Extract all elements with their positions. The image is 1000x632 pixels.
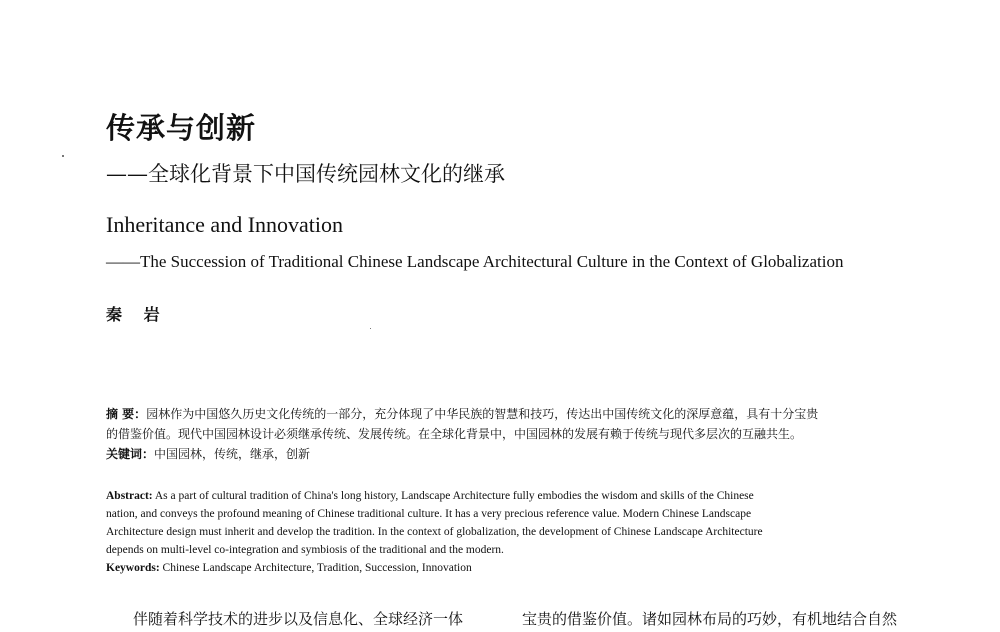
abstract-en-text-1: As a part of cultural tradition of China's long history, Landscape Architecture fully embodies the wisdom and skills of the Chinese	[154, 490, 754, 502]
article-subtitle-cn: ——全球化背景下中国传统园林文化的继承	[106, 162, 505, 186]
abstract-cn-line-1	[106, 404, 896, 424]
scan-speck	[62, 155, 64, 157]
keywords-cn-text: 中国园林，传统，继承，创新	[154, 447, 311, 461]
abstract-cn-label: 摘 要：	[106, 407, 147, 421]
abstract-cn-text-1: 园林作为中国悠久历史文化传统的一部分，充分体现了中华民族的智慧和技巧，传达出中国传统文化的深厚意蕴，具有十分宝贵	[146, 407, 819, 421]
keywords-cn-label: 关键词：	[106, 447, 155, 461]
keywords-en-label: Keywords:	[106, 562, 160, 574]
author-name: 秦 岩	[106, 305, 168, 324]
article-title-en: Inheritance and Innovation	[106, 212, 344, 237]
abstract-en-label: Abstract:	[106, 490, 153, 502]
abstract-en-block	[106, 487, 896, 577]
body-text-left: 伴随着科学技术的进步以及信息化、全球经济一体	[133, 610, 464, 628]
abstract-en-line-1	[106, 487, 896, 505]
keywords-en-line	[106, 559, 896, 577]
article-subtitle-en: ——The Succession of Traditional Chinese Landscape Architectural Culture in the Context of Globalization	[106, 252, 844, 271]
abstract-cn-line-2: 的借鉴价值。现代中国园林设计必须继承传统、发展传统。在全球化背景中，中国园林的发展有赖于传统与现代多层次的互融共生。	[106, 427, 803, 441]
abstract-en-line-4: depends on multi-level co-integration and symbiosis of the traditional and the modern.	[106, 544, 504, 556]
abstract-en-line-2: nation, and conveys the profound meaning of Chinese traditional culture. It has a very precious reference value. Modern Chinese Landscape	[106, 508, 752, 520]
abstract-cn-block	[106, 404, 896, 464]
keywords-cn-line	[106, 444, 896, 464]
scan-speck	[370, 328, 371, 329]
keywords-en-text: Chinese Landscape Architecture, Tradition, Succession, Innovation	[162, 562, 472, 574]
body-text-right: 宝贵的借鉴价值。诸如园林布局的巧妙，有机地结合自然	[522, 610, 898, 628]
article-title-cn: 传承与创新	[106, 111, 257, 145]
abstract-en-line-3: Architecture design must inherit and develop the tradition. In the context of globalization, the development of Chinese Landscape Architecture	[106, 526, 763, 538]
